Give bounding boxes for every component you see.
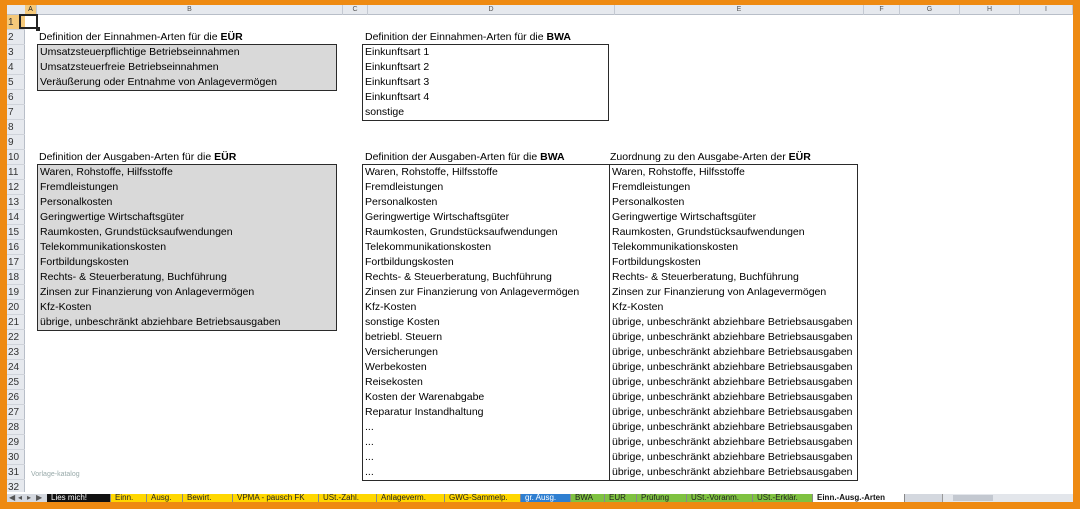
list-item[interactable]: übrige, unbeschränkt abziehbare Betriebsausgaben [612,391,853,403]
list-item[interactable]: Raumkosten, Grundstücksaufwendungen [40,226,233,238]
heading-text: Definition der Ausgaben-Arten für die [365,151,541,163]
list-item[interactable]: Versicherungen [365,346,438,358]
list-item[interactable]: Fortbildungskosten [365,256,454,268]
heading-bold: EÜR [788,151,811,163]
row-header-7[interactable]: 7 [7,105,25,120]
tab-nav-prev-icon[interactable]: ◂ [18,494,23,502]
heading-text: Definition der Einnahmen-Arten für die [39,31,221,43]
list-item[interactable]: Raumkosten, Grundstücksaufwendungen [365,226,558,238]
column-header-g[interactable]: G [900,5,960,15]
row-header-18[interactable]: 18 [7,270,25,285]
list-item[interactable]: Waren, Rohstoffe, Hilfsstoffe [40,166,173,178]
tab-nav-next-icon[interactable]: ▸ [27,494,32,502]
list-item[interactable]: Zinsen zur Finanzierung von Anlagevermögen [612,286,827,298]
row-header-29[interactable]: 29 [7,435,25,450]
list-item[interactable]: sonstige Kosten [365,316,440,328]
column-header-c[interactable]: C [343,5,368,15]
row-header-21[interactable]: 21 [7,315,25,330]
sheet-tab-bar [7,494,1073,502]
list-item[interactable]: Umsatzsteuerpflichtige Betriebseinnahmen [40,46,240,58]
list-item[interactable]: sonstige [365,106,405,118]
scrollbar-thumb[interactable] [953,495,993,501]
list-item[interactable]: Kfz-Kosten [612,301,664,313]
heading-text: Definition der Einnahmen-Arten für die [365,31,547,43]
sheet-tab[interactable]: GWG-Sammelp. [445,494,521,502]
einnahmen-euer-list [37,44,337,91]
heading-text: Zuordnung zu den Ausgabe-Arten der [610,151,789,163]
list-item[interactable]: Personalkosten [40,196,113,208]
heading-text: Definition der Ausgaben-Arten für die [39,151,215,163]
list-item[interactable]: Einkunftsart 2 [365,61,430,73]
sheet-tab[interactable]: Bewirt. [183,494,233,502]
ausgaben-bwa-heading [365,150,565,165]
list-item[interactable]: Einkunftsart 4 [365,91,430,103]
list-item[interactable]: übrige, unbeschränkt abziehbare Betriebsausgaben [40,316,281,328]
list-item[interactable]: Zinsen zur Finanzierung von Anlagevermögen [40,286,255,298]
row-header-4[interactable]: 4 [7,60,25,75]
list-item[interactable]: Werbekosten [365,361,427,373]
heading-bold: EÜR [220,31,243,43]
row-header-13[interactable]: 13 [7,195,25,210]
row-header-27[interactable]: 27 [7,405,25,420]
row-header-9[interactable]: 9 [7,135,25,150]
heading-bold: EÜR [214,151,237,163]
list-item[interactable]: Einkunftsart 3 [365,76,430,88]
column-header-bar [7,5,1073,15]
list-item[interactable]: Fortbildungskosten [612,256,701,268]
list-item[interactable]: übrige, unbeschränkt abziehbare Betriebsausgaben [612,466,853,478]
list-item[interactable]: Raumkosten, Grundstücksaufwendungen [612,226,805,238]
column-header-a[interactable]: A [25,5,37,15]
list-item[interactable]: übrige, unbeschränkt abziehbare Betriebsausgaben [612,316,853,328]
row-header-14[interactable]: 14 [7,210,25,225]
einnahmen-euer-heading [39,30,243,45]
list-item[interactable]: Fremdleistungen [365,181,444,193]
active-cell-a1[interactable] [19,14,38,29]
row-header-16[interactable]: 16 [7,240,25,255]
list-item[interactable]: Fortbildungskosten [40,256,129,268]
list-item[interactable]: ... [365,466,374,478]
list-item[interactable]: Geringwertige Wirtschaftsgüter [40,211,185,223]
list-item[interactable]: Kfz-Kosten [365,301,417,313]
zuordnung-heading [610,150,811,165]
list-item[interactable]: Waren, Rohstoffe, Hilfsstoffe [365,166,498,178]
list-item[interactable]: Geringwertige Wirtschaftsgüter [365,211,510,223]
einnahmen-bwa-heading [365,30,571,45]
list-item[interactable]: übrige, unbeschränkt abziehbare Betriebsausgaben [612,436,853,448]
list-item[interactable]: Telekommunikationskosten [365,241,492,253]
list-item[interactable]: übrige, unbeschränkt abziehbare Betriebsausgaben [612,451,853,463]
column-header-i[interactable]: I [1020,5,1073,15]
sheet-tab[interactable]: Anlageverm. [377,494,445,502]
list-item[interactable]: übrige, unbeschränkt abziehbare Betriebsausgaben [612,361,853,373]
heading-bold: BWA [546,31,572,43]
sheet-tab[interactable]: VPMA - pausch FK [233,494,319,502]
row-header-32[interactable]: 32 [7,480,25,495]
list-item[interactable]: übrige, unbeschränkt abziehbare Betriebsausgaben [612,421,853,433]
sheet-tab[interactable]: Einn. [111,494,147,502]
list-item[interactable]: übrige, unbeschränkt abziehbare Betriebsausgaben [612,331,853,343]
list-item[interactable]: Kosten der Warenabgabe [365,391,485,403]
list-item[interactable]: Waren, Rohstoffe, Hilfsstoffe [612,166,745,178]
row-header-20[interactable]: 20 [7,300,25,315]
ausgaben-euer-list [37,164,337,331]
list-item[interactable]: übrige, unbeschränkt abziehbare Betriebsausgaben [612,346,853,358]
list-item[interactable]: Veräußerung oder Entnahme von Anlagevermögen [40,76,277,88]
sheet-tab[interactable]: Einn.-Ausg.-Arten [813,494,905,502]
row-header-19[interactable]: 19 [7,285,25,300]
zuordnung-list [609,164,858,481]
row-header-22[interactable]: 22 [7,330,25,345]
row-header-23[interactable]: 23 [7,345,25,360]
sheet-tab[interactable]: USt.-Zahl. [319,494,377,502]
einnahmen-bwa-list [362,44,609,121]
row-header-26[interactable]: 26 [7,390,25,405]
sheet-tab[interactable]: USt.-Voranm. [687,494,753,502]
row-header-2[interactable]: 2 [7,30,25,45]
list-item[interactable]: Fremdleistungen [40,181,119,193]
sheet-tab[interactable]: gr. Ausg. [521,494,571,502]
list-item[interactable]: übrige, unbeschränkt abziehbare Betriebsausgaben [612,406,853,418]
ausgaben-euer-heading [39,150,236,165]
row-header-8[interactable]: 8 [7,120,25,135]
list-item[interactable]: ... [365,451,374,463]
row-header-17[interactable]: 17 [7,255,25,270]
column-header-b[interactable]: B [37,5,343,15]
list-item[interactable]: Rechts- & Steuerberatung, Buchführung [40,271,227,283]
list-item[interactable]: betriebl. Steuern [365,331,443,343]
row-header-1[interactable]: 1 [7,15,25,30]
list-item[interactable]: Telekommunikationskosten [40,241,167,253]
list-item[interactable]: Umsatzsteuerfreie Betriebseinnahmen [40,61,219,73]
sheet-tab[interactable]: Prüfung [637,494,687,502]
list-item[interactable]: Geringwertige Wirtschaftsgüter [612,211,757,223]
column-header-h[interactable]: H [960,5,1020,15]
row-header-10[interactable]: 10 [7,150,25,165]
list-item[interactable]: Personalkosten [612,196,685,208]
sheet-tab[interactable]: EÜR [605,494,637,502]
sheet-tab[interactable]: Lies mich! [47,494,111,502]
ausgaben-bwa-list [362,164,610,481]
list-item[interactable]: Personalkosten [365,196,438,208]
list-item[interactable]: Rechts- & Steuerberatung, Buchführung [612,271,799,283]
list-item[interactable]: Rechts- & Steuerberatung, Buchführung [365,271,552,283]
column-header-f[interactable]: F [864,5,900,15]
list-item[interactable]: Zinsen zur Finanzierung von Anlagevermögen [365,286,580,298]
list-item[interactable]: Fremdleistungen [612,181,691,193]
sheet-tab[interactable]: USt.-Erklär. [753,494,813,502]
column-header-d[interactable]: D [368,5,615,15]
row-header-bar [7,15,25,492]
spreadsheet[interactable] [7,5,1073,502]
column-header-e[interactable]: E [615,5,864,15]
row-header-11[interactable]: 11 [7,165,25,180]
row-header-5[interactable]: 5 [7,75,25,90]
tab-nav-last-icon[interactable]: ▶ [36,494,43,502]
list-item[interactable]: Einkunftsart 1 [365,46,430,58]
list-item[interactable]: Reparatur Instandhaltung [365,406,484,418]
heading-bold: BWA [540,151,565,163]
sheet-tab[interactable]: Ausg. [147,494,183,502]
row-header-3[interactable]: 3 [7,45,25,60]
row-header-15[interactable]: 15 [7,225,25,240]
row-header-30[interactable]: 30 [7,450,25,465]
row-header-12[interactable]: 12 [7,180,25,195]
horizontal-scrollbar[interactable] [942,494,1073,502]
row-header-28[interactable]: 28 [7,420,25,435]
list-item[interactable]: übrige, unbeschränkt abziehbare Betriebsausgaben [612,376,853,388]
row-header-24[interactable]: 24 [7,360,25,375]
watermark: Vorlage-katalog [31,471,80,478]
list-item[interactable]: ... [365,421,374,433]
row-header-6[interactable]: 6 [7,90,25,105]
tab-nav-first-icon[interactable]: ◀ [9,494,16,502]
row-header-25[interactable]: 25 [7,375,25,390]
list-item[interactable]: Kfz-Kosten [40,301,92,313]
row-header-31[interactable]: 31 [7,465,25,480]
list-item[interactable]: ... [365,436,374,448]
sheet-tab[interactable]: BWA [571,494,605,502]
list-item[interactable]: Telekommunikationskosten [612,241,739,253]
list-item[interactable]: Reisekosten [365,376,423,388]
